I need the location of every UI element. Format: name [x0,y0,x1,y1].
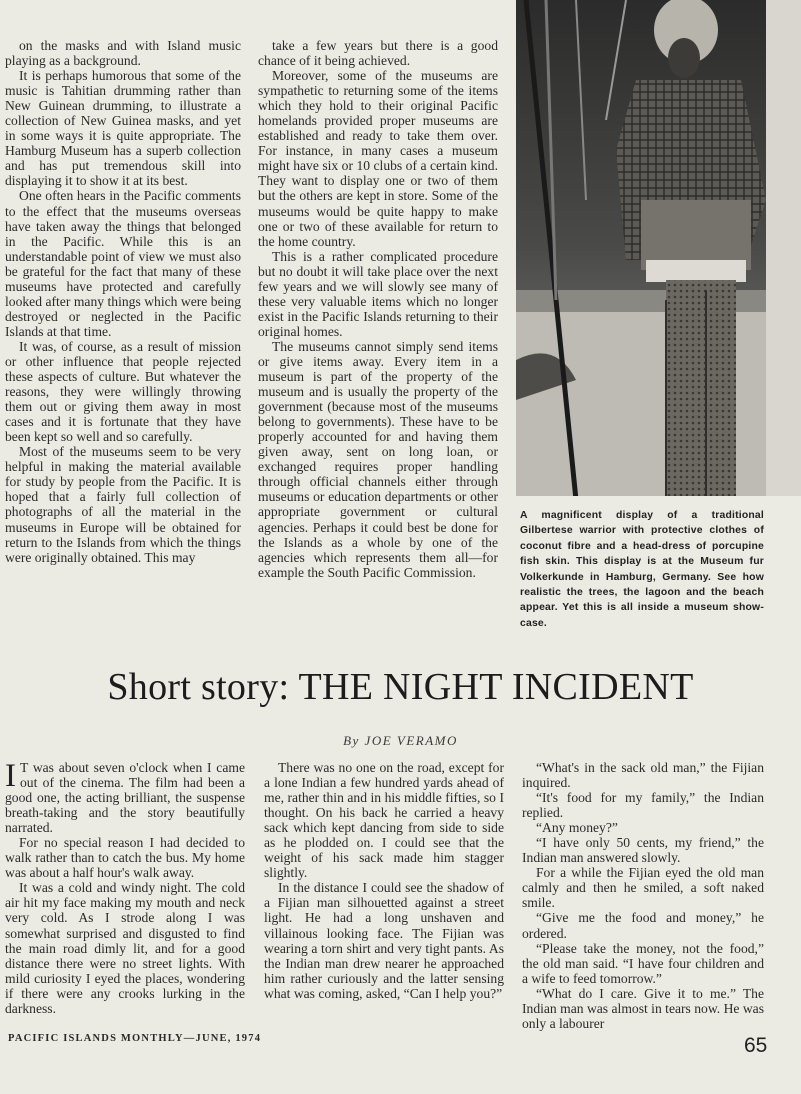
paragraph: “Any money?” [536,820,618,836]
paragraph: Most of the museums seem to be very helpful in making the material available for study by people from the Pacific. It is hoped that a fairly full collection of photographs of all the material in the museums in Europe will be obtained for return to the Islands from which the things were originally obtained. This may [5,444,241,565]
paragraph: “Give me the food and money,” he ordered. [522,910,764,941]
drop-cap: I [5,758,16,794]
paragraph: on the masks and with Island music playing as a background. [5,38,241,69]
paragraph: “I have only 50 cents, my friend,” the Indian man answered slowly. [522,835,764,866]
story-title: Short story: THE NIGHT INCIDENT [107,666,694,708]
paragraph: One often hears in the Pacific comments to the effect that the museums overseas have taken away the things that belonged in the Pacific. While this is an understandable point of view we must also be grateful for the fact that many of these museums have protected and carefully looked after many things which were being destroyed or neglected in the Pacific Islands at that time. [5,188,241,339]
paragraph: There was no one on the road, except for a lone Indian a few hundred yards ahead of me, rather thin and in his middle fifties, so I thought. On his back he carried a heavy sack which kept dancing from side to side as he plodded on. I could see that the weight of his sack made him stagger slightly. [264,760,504,881]
article-column-1 [5,38,241,565]
paragraph: “Please take the money, not the food,” the old man said. “I have four children and a wife to feed tomorrow.” [522,940,764,986]
paragraph: take a few years but there is a good chance of it being achieved. [258,38,498,69]
story-column-2 [264,760,504,1001]
paragraph: “What do I care. Give it to me.” The Indian man was almost in tears now. He was only a labourer [522,985,764,1031]
photo-caption: A magnificent display of a traditional Gilbertese warrior with protective clothes of coconut fibre and a head-dress of porcupine fish skin. This display is at the Museum fur Volkerkunde in Hamburg, Germany. See how realistic the trees, the lagoon and the beach appear. Yet this is all inside a museum show-case. [520,510,764,629]
publication-footer: PACIFIC ISLANDS MONTHLY—JUNE, 1974 [8,1033,262,1044]
paragraph [5,760,245,835]
paragraph: “It's food for my family,” the Indian replied. [522,790,764,821]
page-edge [766,0,801,496]
paragraph: The museums cannot simply send items or give items away. Every item in a museum is part of the property of the museum and is usually the property of the government (because most of the museums belong to governments). These have to be properly accounted for and having them given away, sent on long loan, or exchanged requires proper handling through official channels either through museums or education departments or other appropriate government or cultural agencies. Perhaps it could best be done for the Islands as a whole by one of the agencies which represents them all—for example the South Pacific Commission. [258,338,498,580]
story-byline: By JOE VERAMO [343,733,458,748]
paragraph: In the distance I could see the shadow of a Fijian man silhouetted against a street light. He had a long unshaven and villainous looking face. The Fijian was wearing a torn shirt and very tight pants. As the Indian man drew nearer he approached him rather curiously and the latter sensing what was coming, asked, “Can I help you?” [264,880,504,1001]
warrior-photo-illustration [516,0,766,496]
page-number: 65 [744,1034,768,1057]
paragraph: For no special reason I had decided to walk rather than to catch the bus. My home was about a half hour's walk away. [5,835,245,881]
paragraph: It was, of course, as a result of mission or other influence that people rejected these aspects of culture. But whatever the reasons, they were willingly throwing them out or giving them away in most cases and it is fortunate that they have been kept so well and so carefully. [5,338,241,445]
paragraph: It is perhaps humorous that some of the music is Tahitian drumming rather than New Guinean drumming, to illustrate a collection of New Guinea masks, and yet in some ways it is quite appropriate. The Hamburg Museum has a superb collection and has put tremendous skill into displaying it to show it at its best. [5,68,241,189]
paragraph-text: T was about seven o'clock when I came out of the cinema. The film had been a good one, the acting brilliant, the suspense breath-taking and the story beautifully narrated. [5,760,245,836]
warrior-photo [516,0,766,496]
story-column-3 [522,760,764,1031]
paragraph: For a while the Fijian eyed the old man calmly and then he smiled, a soft naked smile. [522,865,764,911]
paragraph: Moreover, some of the museums are sympathetic to returning some of the items which they hold to their original Pacific homelands provided proper museums are established and ready to take them over. For instance, in many cases a museum might have six or 10 clubs of a certain kind. They want to display one or two of them but the others are kept in store. Some of the museums would be quite happy to make one or two of these available for return to the home country. [258,68,498,249]
story-column-1 [5,760,245,1016]
paragraph: “What's in the sack old man,” the Fijian inquired. [522,760,764,791]
paragraph: It was a cold and windy night. The cold air hit my face making my mouth and neck very cold. As I strode along I was somewhat surprised and disgusted to find the main road dimly lit, and for a good distance there were no street lights. With mild curiosity I eyed the places, wondering if there were any crooks lurking in the darkness. [5,880,245,1016]
article-column-2 [258,38,498,580]
paragraph: This is a rather complicated procedure but no doubt it will take place over the next few years and we will slowly see many of these very valuable items which no longer exist in the Pacific Islands returning to their original homes. [258,248,498,339]
